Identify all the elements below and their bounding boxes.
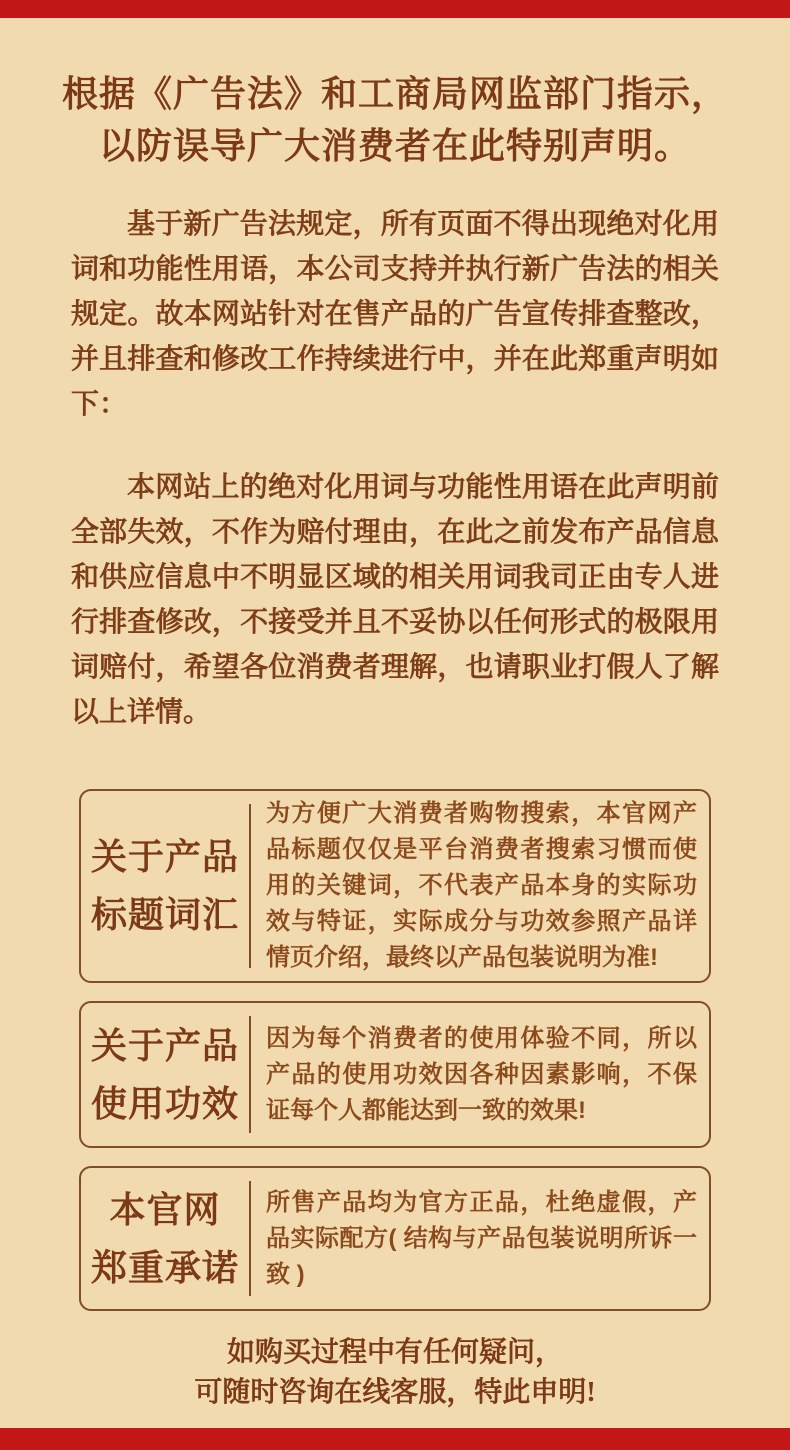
notice-box-label-line-1: 本官网	[109, 1189, 221, 1230]
notice-box-product-title	[79, 789, 711, 983]
notice-box-label-line-1: 关于产品	[90, 1025, 239, 1066]
page-title-line-1: 根据《广告法》和工商局网监部门指示，	[61, 74, 728, 114]
statement-paragraph-2: 本网站上的绝对化用词与功能性用语在此声明前全部失效，不作为赔付理由，在此之前发布产品信息和供应信息中不明显区域的相关用词我司正由专人进行排查修改，不接受并且不妥协以任何形式的极限用词赔付，希望各位消费者理解，也请职业打假人了解以上详情。	[71, 472, 719, 728]
notice-box-official-promise	[79, 1166, 711, 1311]
notice-box-text	[251, 1003, 709, 1146]
statement-body	[71, 202, 719, 1413]
page-title-line-2: 以防误导广大消费者在此特别声明。	[98, 126, 691, 166]
notice-box-label-line-2: 使用功效	[90, 1083, 239, 1124]
notice-box-label-line-2: 郑重承诺	[90, 1247, 239, 1288]
notice-box-text-content: 所售产品均为官方正品，杜绝虚假，产品实际配方( 结构与产品包装说明所诉一致 )	[266, 1188, 697, 1288]
notice-box-label-line-2: 标题词汇	[90, 895, 239, 935]
notice-box-product-effect	[79, 1001, 711, 1148]
bottom-red-bar	[0, 1428, 790, 1450]
footer-note-line-2: 可随时咨询在线客服，特此申明!	[194, 1377, 596, 1408]
notice-box-label	[81, 1168, 249, 1309]
notice-box-label	[81, 1003, 249, 1146]
page-title	[0, 0, 790, 172]
notice-box-text-content: 为方便广大消费者购物搜索，本官网产品标题仅仅是平台消费者搜索习惯而使用的关键词，不代表产品本身的实际功效与特证，实际成分与功效参照产品详情页介绍，最终以产品包装说明为准!	[266, 800, 697, 971]
notice-box-list	[71, 789, 719, 1311]
footer-note-line-1: 如购买过程中有任何疑问，	[226, 1337, 563, 1368]
footer-note	[71, 1333, 719, 1413]
notice-box-text	[251, 791, 709, 981]
statement-paragraph-1: 基于新广告法规定，所有页面不得出现绝对化用词和功能性用语，本公司支持并执行新广告法的相关规定。故本网站针对在售产品的广告宣传排查整改，并且排查和修改工作持续进行中，并在此郑重声明如下：	[71, 209, 719, 420]
top-red-bar	[0, 0, 790, 18]
notice-box-label-line-1: 关于产品	[90, 837, 239, 877]
notice-box-text	[251, 1168, 709, 1309]
notice-box-label	[81, 791, 249, 981]
notice-box-text-content: 因为每个消费者的使用体验不同，所以产品的使用功效因各种因素影响，不保证每个人都能达到一致的效果!	[266, 1024, 697, 1124]
